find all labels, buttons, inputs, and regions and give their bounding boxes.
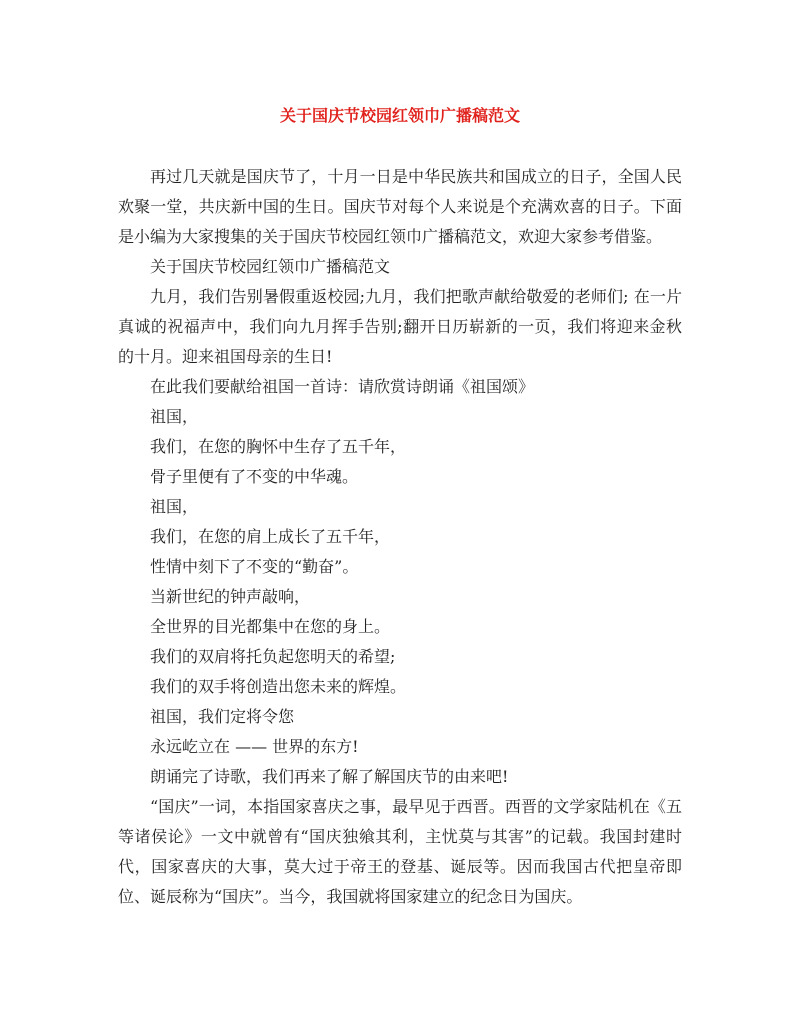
poem-line: 我们的双肩将托负起您明天的希望;	[150, 647, 396, 666]
poem-intro-line: 在此我们要献给祖国一首诗：请欣赏诗朗诵《祖国颂》	[150, 377, 535, 396]
poem-line: 全世界的目光都集中在您的身上。	[150, 617, 391, 636]
poem-line: 祖国，	[150, 497, 199, 516]
poem-line: 祖国，我们定将令您	[150, 707, 295, 726]
subtitle-line: 关于国庆节校园红领巾广播稿范文	[150, 257, 391, 276]
poem-line: 我们的双手将创造出您未来的辉煌。	[150, 677, 407, 696]
poem-line: 性情中刻下了不变的“勤奋”。	[150, 557, 359, 576]
poem-line: 祖国，	[150, 407, 199, 426]
poem-line: 我们，在您的胸怀中生存了五千年，	[150, 437, 407, 456]
poem-line: 我们，在您的肩上成长了五千年，	[150, 527, 391, 546]
document-body	[118, 162, 682, 912]
document-title: 关于国庆节校园红领巾广播稿范文	[279, 106, 520, 125]
opening-paragraph: 九月，我们告别暑假重返校园;九月，我们把歌声献给敬爱的老师们; 在一片真诚的祝福声中，我们向九月挥手告别;翻开日历崭新的一页，我们将迎来金秋的十月。迎来祖国母亲的生日!	[118, 287, 682, 366]
poem-line: 永远屹立在 —— 世界的东方!	[150, 737, 359, 756]
poem-line: 当新世纪的钟声敲响，	[150, 587, 311, 606]
poem-line: 骨子里便有了不变的中华魂。	[150, 467, 359, 486]
transition-line: 朗诵完了诗歌，我们再来了解了解国庆节的由来吧!	[150, 767, 509, 786]
history-paragraph: “国庆”一词，本指国家喜庆之事，最早见于西晋。西晋的文学家陆机在《五等诸侯论》一文中就曾有“国庆独飨其利，主忧莫与其害”的记载。我国封建时代，国家喜庆的大事，莫大过于帝王的登基、诞辰等。因而我国古代把皇帝即位、诞辰称为“国庆”。当今，我国就将国家建立的纪念日为国庆。	[118, 797, 682, 906]
intro-paragraph: 再过几天就是国庆节了，十月一日是中华民族共和国成立的日子，全国人民欢聚一堂，共庆新中国的生日。国庆节对每个人来说是个充满欢喜的日子。下面是小编为大家搜集的关于国庆节校园红领巾广播稿范文，欢迎大家参考借鉴。	[118, 167, 682, 246]
